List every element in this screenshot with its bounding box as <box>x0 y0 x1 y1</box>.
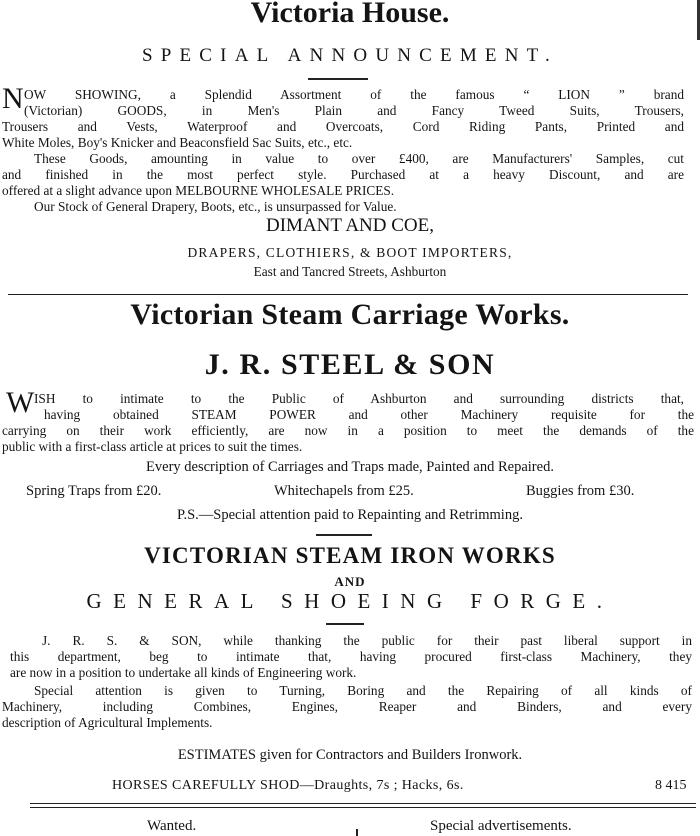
carriage-works-title: Victorian Steam Carriage Works. <box>130 298 570 331</box>
horses-shod-line: HORSES CAREFULLY SHOD—Draughts, 7s ; Hacks, 6s. <box>112 778 464 793</box>
ad1-para2-line3: offered at a slight advance upon MELBOURNE WHOLESALE PRICES. <box>2 183 395 198</box>
ad3-para1-line1: J. R. S. & SON, while thanking the public for their past liberal support in <box>42 633 692 648</box>
ad2-para1-line2: having obtained STEAM POWER and other Machinery requisite for the <box>44 407 694 422</box>
ad3-para1-line3: are now in a position to undertake all kinds of Engineering work. <box>10 665 357 680</box>
whitechapels-price: Whitechapels from £25. <box>274 483 414 499</box>
ad1-para1-line3: Trousers and Vests, Waterproof and Overcoats, Cord Riding Pants, Printed and <box>2 119 684 134</box>
ps-repainting-line: P.S.—Special attention paid to Repainting and Retrimming. <box>177 507 523 523</box>
ad1-para3: Our Stock of General Drapery, Boots, etc., is unsurpassed for Value. <box>34 199 397 214</box>
footer-rule-1 <box>30 803 696 804</box>
victoria-house-title: Victoria House. <box>250 0 450 29</box>
estimates-line: ESTIMATES given for Contractors and Builders Ironwork. <box>177 747 523 763</box>
ad3-para2-line2: Machinery, including Combines, Engines, Reaper and Binders, and every <box>2 699 692 714</box>
spring-traps-price: Spring Traps from £20. <box>26 483 162 499</box>
drop-cap-n: N <box>2 82 24 115</box>
buggies-price: Buggies from £30. <box>526 483 635 499</box>
ad1-para1-line1: OW SHOWING, a Splendid Assortment of the famous “ LION ” brand <box>24 87 684 102</box>
ad2-para1-line4: public with a first-class article at prices to suit the times. <box>2 439 303 454</box>
ad3-para1-line2: this department, beg to intimate that, having procured first-class Machinery, they <box>10 649 692 664</box>
short-divider-2 <box>316 534 372 536</box>
ad-reference-number: 8 415 <box>655 778 687 793</box>
drapers-clothiers-line: DRAPERS, CLOTHIERS, & BOOT IMPORTERS, <box>187 245 513 260</box>
ad2-para1-line3: carrying on their work efficiently, are now in a position to meet the demands of the <box>2 423 694 438</box>
ad3-para2-line1: Special attention is given to Turning, Boring and the Repairing of all kinds of <box>34 683 692 698</box>
and-word: AND <box>334 574 366 589</box>
ad1-para1-line4: White Moles, Boy's Knicker and Beaconsfield Sac Suits, etc., etc. <box>2 135 353 150</box>
dimant-address: East and Tancred Streets, Ashburton <box>253 264 447 279</box>
ad1-para2-line1: These Goods, amounting in value to over £400, are Manufacturers' Samples, cut <box>34 151 684 166</box>
short-divider-3 <box>326 623 364 625</box>
special-announcement-heading: SPECIAL ANNOUNCEMENT. <box>141 45 559 66</box>
column-divider <box>356 829 358 836</box>
drop-cap-w: W <box>6 386 35 419</box>
ad1-para2-line2: and finished in the most perfect style. Purchased at a heavy Discount, and are <box>2 167 684 182</box>
section-divider-1 <box>8 294 688 295</box>
iron-works-title: VICTORIAN STEAM IRON WORKS <box>144 543 556 568</box>
every-description-line: Every description of Carriages and Traps made, Painted and Repaired. <box>146 459 554 475</box>
ad2-para1-line1: ISH to intimate to the Public of Ashburton and surrounding districts that, <box>34 391 684 406</box>
steel-and-son-name: J. R. STEEL & SON <box>204 348 496 381</box>
wanted-heading: Wanted. <box>147 818 197 834</box>
shoeing-forge-heading: GENERAL SHOEING FORGE. <box>86 589 614 613</box>
ad1-para1-line2: (Victorian) GOODS, in Men's Plain and Fancy Tweed Suits, Trousers, <box>24 103 684 118</box>
footer-rule-2 <box>30 807 696 808</box>
ad3-para2-line3: description of Agricultural Implements. <box>2 715 213 730</box>
short-divider <box>308 78 368 80</box>
dimant-and-coe-name: DIMANT AND COE, <box>265 215 434 236</box>
special-advertisements-heading: Special advertisements. <box>430 818 572 834</box>
